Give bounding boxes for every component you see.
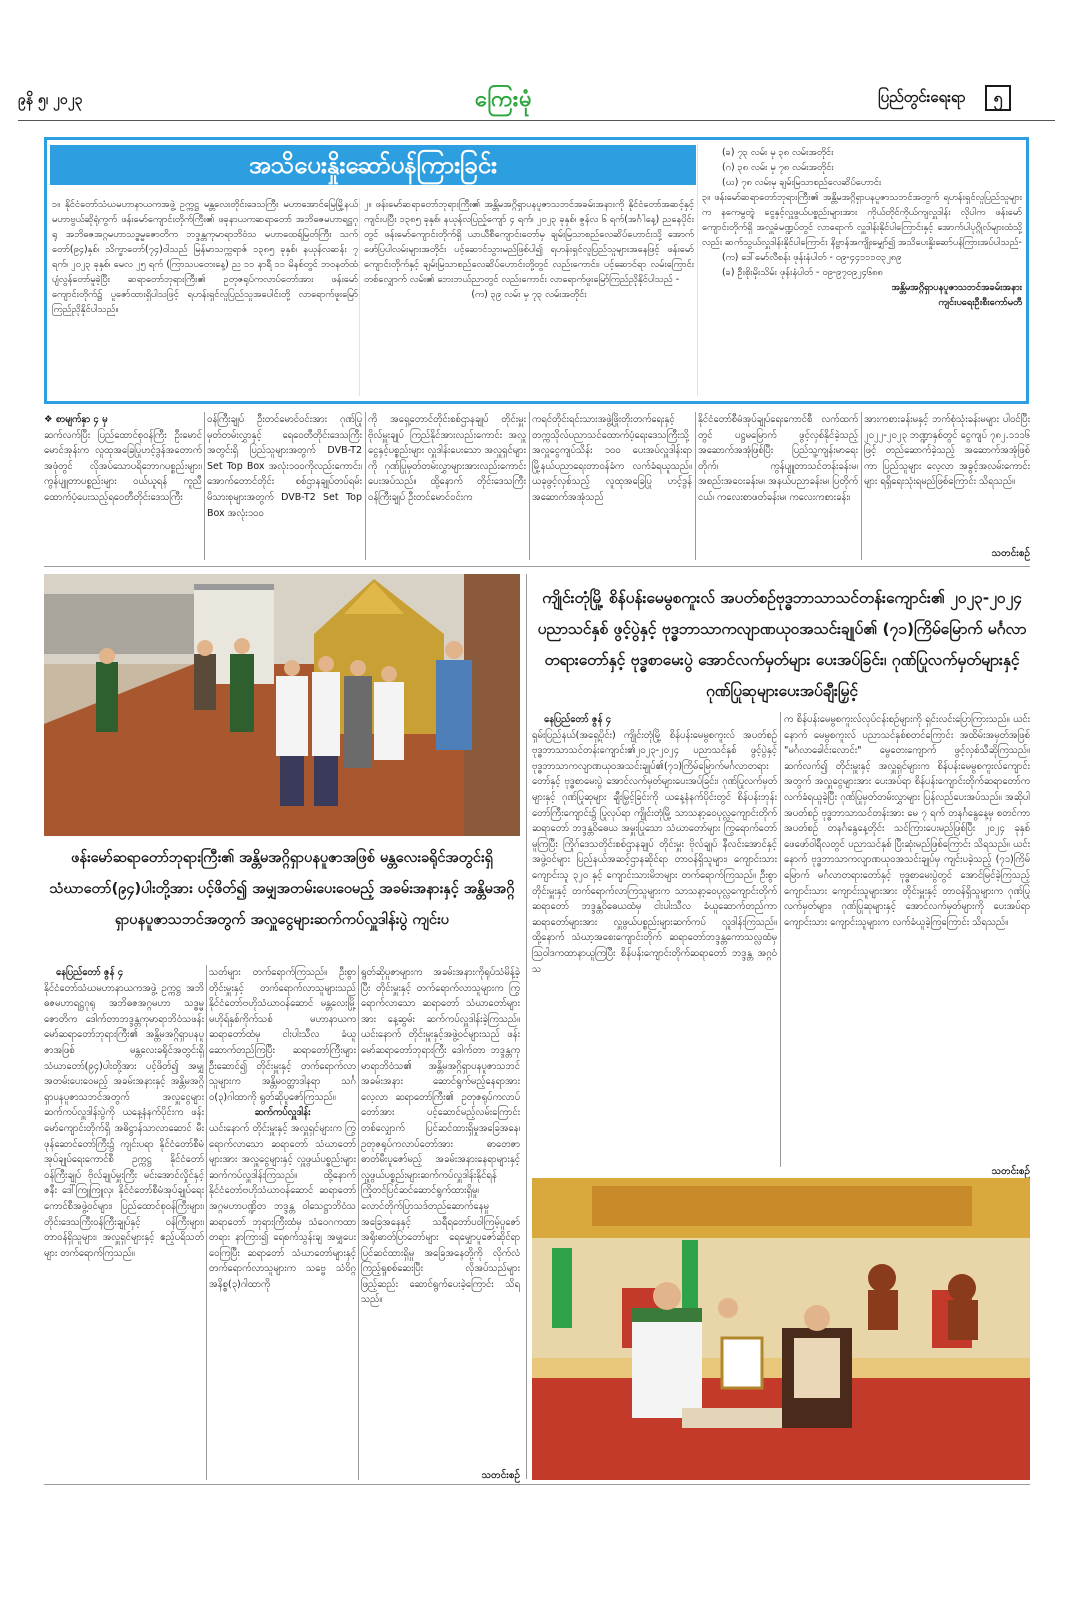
left-story-text-2: သတ်များ တက်ရောက်ကြသည်။ ဦးစွာ တိုင်းမှူးနှင့် တက်ရောက်လာသူများသည် နိုင်ငံတော်ဗဟိုသံဃာဝန်ဆောင် မန္တလေးမြို့ မဟိုရ်နှစ်ကိုက်သစ် မဟာနာယကဆရာတော်ထံမှ ငါးပါးသီလ ခံယူဆောက်တည်ကြပြီး ဆရာတော်ကြီးများ ဦးဆောင်၍ တိုင်းမှူးနှင့် တက်ရောက်လာသူများက အန္တိမဝတ္ထာဒါနရာ သင်္ဂဝ(၃)ဂါထာကို ရွတ်ဆိုပူဇော်ကြသည်။ [209,967,356,1103]
header-date: ၉နိ ၅၊ ၂၀၂၃ [18,92,83,108]
pagoda-inspection-photo [44,574,520,836]
continued-marker: ❖ စာမျက်နှာ ၄ မှ [44,414,108,425]
strip-divider-2 [365,412,366,560]
masthead-logo: ကြေးမုံ [475,86,533,112]
route-item-d: (ဃ) ၇၈ လမ်းမှ ချမ်းမြသာစည်လေဆိပ်ဟောင်း [722,177,882,188]
right-story-headline: ကျိုင်းတုံမြို့ စိန်ပန်းမေမွစကူးလ် အပတ်စဉ်ဗုဒ္ဓဘာသာသင်တန်းကျောင်း၏ ၂၀၂၃-၂၀၂၄ ပညာသင်နှစ် ဖွင့်ပွဲနှင့် ဗုဒ္ဓဘာသာကလျာဏယုဝအသင်းချုပ်၏ (၇၁)ကြိမ်မြောက် မင်္ဂလာတရားတော်နှင့် ဗုဒ္ဓစာမေးပွဲ အောင်လက်မှတ်များ ပေးအပ်ခြင်း၊ ဂုဏ်ပြုလက်မှတ်များနှင့် ဂုဏ်ပြုဆုများပေးအပ်ချီးမြှင့် [537,589,1027,700]
left-story-subhead: ဆက်ကပ်လှူဒါန်း [254,1107,311,1119]
pagoda-photo-illustration [44,574,520,836]
strip-divider-3 [529,412,530,560]
continued-column-1 [44,412,202,562]
notice-paragraph-3: ၃။ ဖန်းမော်ဆရာတော်ဘုရားကြီး၏ အန္တိမအဂ္ဂိရှာပနပူဇာသဘင်အတွက် ရဟန်းရှင်လူပြည်သူများက နကေမွတ္တွဲ ငွေနှင့်လှူဖွယ်ပစ္စည်းများအား ကိုယ်တိုင်ကိုယ်ကျလှူဒါန်း လိုပါက ဖန်းမော်ကျောင်းတိုက်ရှိ အလှူခံမဏ္ဍပ်တွင် လာရောက် လှူဒါန်းနိုင်ပါကြောင်းနှင့် အောက်ပါပုဂ္ဂိုလ်များထံသို့လည်း ဆက်သွယ်လှူဒါန်းနိုင်ပါကြောင်း နိဗ္ဗာန်အကျိုးမျှော်၍ အသိပေးနှိုးဆော်ပန်ကြားအပ်ပါသည်- [702,192,1022,248]
notice-signoff-2: ကျင်းပရေးဦးစီးကော်မတီ [938,297,1022,308]
notice-title: အသိပေးနှိုးဆော်ပန်ကြားခြင်း [50,145,696,185]
strip-divider-4 [695,412,696,560]
notice-column-3 [702,145,1022,397]
notice-divider-1 [359,198,360,396]
continued-column-6 [864,412,1030,547]
contact-1: (က) ဒေါ်မော်လီစန်း ဖုန်းနံပါတ် - ၀၉-၄၄၁၁၁၀၃၂၈၉ [722,252,902,263]
page-number: ၅ [985,85,1011,111]
footer-rule [44,1484,1030,1485]
continued-text-4: ကရင်တိုင်းရင်းသားအဖွဲ့ဖြိုးတိုးတက်ရေးနှင့် တက္ကသိုလ်ပညာသင်ထောက်ပံ့ရေးဒေသကြီးသို့ အလှူငွေကျပ်သိန်း ၁၀၀ ပေးအပ်လှူဒါန်းရာ မြို့နယ်ပညာရေးတာဝန်ခံက လက်ခံရယူသည်။ ယခုဖွင့်လှစ်သည့် လူထုအခြေပြု ဟင့်ဒွန် အဆောက်အအုံသည် [532,414,692,503]
notice-column-2 [364,197,694,397]
right-story-text-1: ရှမ်းပြည်နယ်(အရှေ့ပိုင်း) ကျိုင်းတုံမြို့ စိန်ပန်းမေမွစကူးလ် အပတ်စဉ်ဗုဒ္ဓဘာသာသင်တန်းကျောင်း၏၂၀၂၃-၂၀၂၄ ပညာသင်နှစ် ဖွင့်ပွဲနှင့် ဗုဒ္ဓဘာသာကလျာဏယုဝအသင်းချုပ်၏(၇၁)ကြိမ်မြောက်မင်္ဂလာတရားတော်နှင့် ဗုဒ္ဓစာမေးပွဲ အောင်လက်မှတ်များပေးအပ်ခြင်း၊ ဂုဏ်ပြုလက်မှတ်များနှင့် ဂုဏ်ပြုဆုများ ချီးမြှင့်ခြင်းကို ယနေ့နံနက်ပိုင်းတွင် စိန်ပန်းဘုန်းတော်ကြီးကျောင်း၌ ပြုလုပ်ရာ ကျိုင်းတုံမြို့ သာသနာ့ဝေပုလ္လကျောင်းတိုက် ဆရာတော် ဘဒ္ဒန္တဝိဓေယ အမှူးပြုသော သံဃာတော်များ ကြွရောက်တော်မူကြပြီး ကြိုဂ်ဒေသတိုင်းစစ်ဌာနချုပ် တိုင်းမှူး ဗိုလ်ချုပ် နီလင်းအောင်နှင့် အဖွဲ့ဝင်များ ပြည်နယ်အဆင့်ဌာနဆိုင်ရာ တာဝန်ရှိသူများ၊ ကျောင်းသားကျောင်းသူ ၃၂၀ နှင့် ကျောင်းသားမိဘများ တက်ရောက်ကြသည်။ ဦးစွာ တိုင်းမှူးနှင့် တက်ရောက်လာကြသူများက သာသနာ့ဝေပုလ္လကျောင်းတိုက် ဆရာတော် ဘဒ္ဒန္တဝိဓေယထံမှ ငါးပါးသီလ ခံယူဆောက်တည်ကာ ဆရာတော်များအား လှူဖွယ်ပစ္စည်းများဆက်ကပ် လှူဒါန်းကြသည်။ ထို့နောက် သံဃာ့အစေးကျောင်းတိုက် ဆရာတော်ဘဒ္ဒန္တကောသလ္လထံမှဩဝါဒကထာနာယူကြပြီး စိန်ပန်းကျောင်းတိုက်ဆရာတော် ဘဒ္ဒန္တ အဂ္ဂဝံသ [532,729,777,975]
continued-byline: သတင်းစဉ် [991,548,1030,559]
continued-text-1: ဆက်လက်ပြီး ပြည်ထောင်စုဝန်ကြီး ဦးမောင်မောင်အုန်းက လူထုအခြေပြုဟင့်ဒွန်အတောက်အဖုံတွင် လိုအပ်သောပရိဘောဂပစ္စည်းများ၊ ကွန်ပျူတာပစ္စည်းများ ဝယ်ယူရန် ကူညီထောက်ပံ့ပေးသည့်ရဝေတီတိုင်းဒေသကြီး [44,429,202,503]
right-story-column-1 [532,712,777,1170]
strip-divider-1 [204,412,205,560]
left-story-text-3: ရွတ်ဆိုပူဇာများက အခမ်းအနားကိုရုပ်သံမိန့်ခဲ့ပြီး တိုင်းမှူးနှင့် တက်ရောက်လာသူများက ကြွရောက်လာသော ဆရာတော် သံဃာတော်များအား နေ့ဆွမ်း ဆက်ကပ်လှူဒါန်းခဲ့ကြသည်။ ယင်းနောက် တိုင်းမှူးနှင့်အဖွဲ့ဝင်များသည် ဖန်းမော်ဆရာတော်ဘုရားကြီး ဒေါက်တာ ဘဒ္ဒန္တကုမာရာဘိဝံသ၏ အန္တိမအဂ္ဂိရှာပနပူဇာသဘင် အခမ်းအနား ဆောင်ရွက်မည့်နေရာအား လေ့လာ ဆရာတော်ကြီး၏ ဥတုဇရုပ်ကလာပ်တော်အား ပင့်ဆောင်မည့်လမ်းကြောင်း တစ်လျှောက် ပြင်ဆင်ထားရှိမှုအခြေအနေ၊ ဥတုဇရုပ်ကလာပ်တော်အား ဓာတေဇာဓာတ်မီးပူဇော်မည့် အခမ်းအနားနေရာများနှင့် လှူဖွယ်ပစ္စည်းများဆက်ကပ်လှူဒါန်းနိုင်ရန် ကြိုတင်ပြင်ဆင်ဆောင်ရွက်ထားရှိမှု၊ လောင်တိုက်ပြာသဒ်တည်ဆောက်နေမှုအခြေအနေနှင့် သရီရတော်ပဝါကြမ့်ပူဇော် အရိုးဓာတ်ပြာတော်များ ရေမျှောပူဇော်ဆိုင်ရာ ပြင်ဆင်ထားရှိမှု အခြေအနေတို့ကို လိုက်လံ ကြည့်ရှုစစ်ဆေးပြီး လိုအပ်သည်များ ဖြည့်ဆည်း ဆောင်ရွက်ပေးခဲ့ကြောင်း သိရသည်။ [361,967,520,1306]
left-story-divider-1 [206,965,207,1480]
header-rule [18,120,1055,121]
right-story-byline: သတင်းစဉ် [991,1166,1030,1177]
strip-bottom-rule [44,566,1030,567]
strip-divider-5 [861,412,862,560]
contact-2: (ခ) ဦးစိုးမိုးသိမ်း ဖုန်းနံပါတ် - ၀၉-၉၇၀၉၂၄၆၈၈ [722,267,883,278]
left-story-text-2b: ယင်းနောက် တိုင်းမှူးနှင့် အလှူရှင်များက ကြွရောက်လာသော ဆရာတော် သံဃာတော်များအား အလှူငွေများနှင့် လှူဖွယ်ပစ္စည်းများဆက်ကပ်လှူဒါန်းကြသည်။ ထို့နောက် နိုင်ငံတော်ဗဟိုသံဃာဝန်ဆောင် ဆရာတော် အဂ္ဂမဟာပဏ္ဍိတ ဘဒ္ဒန္တ ဝါသေဋ္ဌာဘိဝံသ ဆရာတော် ဘုရားကြီးထံမှ သံဝေဂကထာတရား နာကြား၍ ရေစက်သွန်းချ အမျှပေးဝေကြပြီး ဆရာတော် သံဃာတော်များနှင့် တက်ရောက်လာသူများက သဗ္ဗေ သံဝိဂ္ဂ အနိစ္စ(၃)ဂါထာကို [209,1122,356,1290]
continued-column-4 [532,412,692,562]
notice-paragraph-2: ၂။ ဖန်းမော်ဆရာတော်ဘုရားကြီး၏ အန္တိမအဂ္ဂိရှာပနပူဇာသဘင်အခမ်းအနားကို နိုင်ငံတော်အဆင့်နှင့်ကျင်းပပြီး ၁၃၈၅ ခုနှစ်၊ နယုန်လပြည့်ကျော် ၄ ရက်၊ ၂၀၂၃ ခုနှစ်၊ ဇွန်လ ၆ ရက်(အင်္ဂါနေ့) ညနေပိုင်းတွင် ဖန်းမော်ကျောင်းတိုက်ရှိ ယာယီစီကျောင်းတော်မှ ချမ်းမြသာစည်လေဆိပ်ဟောင်းသို့ အောက်ဖော်ပြပါလမ်းများအတိုင်း ပင့်ဆောင်သွားမည်ဖြစ်ပါ၍ ရဟန်းရှင်လူပြည်သူများအနေဖြင့် ဖန်းမော်ကျောင်းတိုက်နှင့် ချမ်းမြသာစည်လေဆိပ်ဟောင်းတို့တွင် လည်းကောင်း၊ ပင့်ဆောင်ရာ လမ်းကြောင်းတစ်လျှောက် လမ်း၏ ဘေးဘယ်ညာတွင် လည်းကောင်း လာရောက်ဖူးမြော်ကြည်ညိုနိုင်ပါသည် - [364,199,694,285]
page-center-divider [526,574,527,1479]
left-story-dateline: နေပြည်တော် ဇွန် ၄ [56,967,124,978]
left-story-headline: ဖန်းမော်ဆရာတော်ဘုရားကြီး၏ အန္တိမအဂ္ဂိရှာပနပူဇာအဖြစ် မန္တလေးခရိုင်အတွင်းရှိ သံဃာတော်(၉၄)ပါးတို့အား ပင့်ဖိတ်၍ အမျှအတမ်းပေးဝေမည့် အခမ်းအနားနှင့် အန္တိမအဂ္ဂိရှာပနပူဇာသဘင်အတွက် အလှူငွေများဆက်ကပ်လှူဒါန်းပွဲ ကျင်းပ [49,850,515,928]
left-story-column-1 [44,965,204,1480]
ceremony-photo [532,1178,1030,1480]
notice-divider-2 [697,144,698,396]
left-story-column-2 [209,965,356,1480]
notice-signoff-1: အန္တိမအဂ္ဂိရှာပနပူဇာသဘင်အခမ်းအနား [891,282,1022,293]
continued-text-6: အားကစားခန်းမနှင့် ဘက်စုံသုံးခန်းမများ ပါဝင်ပြီး ၂၀၂၂-၂၀၂၃ ဘဏ္ဍာနှစ်တွင် ငွေကျပ် ၇၈၂.၁၁၁၆ ဖြင့် တည်ဆောက်ခဲ့သည့် အဆောက်အအုံဖြစ်ကာ ပြည်သူများ လေ့လာ အခွင့်အလမ်းကောင်းများ ရရှိရေးသုံးရမည်ဖြစ်ကြောင်း သိရသည်။ [864,414,1030,488]
left-story-text-1: နိုင်ငံတော်သံဃမဟာနာယကအဖွဲ့ ဥက္ကဋ္ဌ အဘိဓဇမဟာရဋ္ဌဂုရု အဘိဓဇအဂ္ဂမဟာ သဒ္ဓမ္မဇောတိက ဒေါက်တာဘဒ္ဒန္တကုမာရာဘိဝံသဖန်းမော်ဆရာတော်ဘုရားကြီး၏ အန္တိမအဂ္ဂိရှာပနပူဇာအဖြစ် မန္တလေးခရိုင်အတွင်းရှိ သံဃာတော်(၉၄)ပါးတို့အား ပင့်ဖိတ်၍ အမျှအတမ်းပေးဝေမည့် အခမ်းအနားနှင့် အန္တိမအဂ္ဂိရှာပနပူဇာသဘင်အတွက် အလှူငွေများ ဆက်ကပ်လှူဒါန်းပွဲကို ယနေ့နံနက်ပိုင်းက ဖန်းမော်ကျောင်းတိုက်ရှိ အဓိဋ္ဌာန်သာလာဆောင် မီးဖုန်ဆောင်တော်ကြီး၌ ကျင်းပရာ နိုင်ငံတော်စီမံအုပ်ချုပ်ရေးကောင်စီ ဥက္ကဋ္ဌ နိုင်ငံတော်ဝန်ကြီးချုပ် ဗိုလ်ချုပ်မှူးကြီး မင်းအောင်လှိုင်နှင့်ဇနီး ဒေါ်ကြူကြူလှ၊ နိုင်ငံတော်စီမံအုပ်ချုပ်ရေးကောင်စီအဖွဲ့ဝင်များ၊ ပြည်ထောင်စုဝန်ကြီးများ၊ တိုင်းဒေသကြီးဝန်ကြီးချုပ်နှင့် ဝန်ကြီးများ၊ တာဝန်ရှိသူများ၊ အလှူရှင်များနှင့် ဧည့်ပရိသတ်များ တက်ရောက်ကြသည်။ [44,982,204,1259]
continued-text-2: ဝန်ကြီးချုပ် ဦးတင်မောင်ဝင်းအား ဂုဏ်ပြုမှတ်တမ်းလွှာနှင့် ရေဝေတီတိုင်းဒေသကြီးအတွင်းရှိ ပြည်သူများအတွက် DVB-T2 Set Top Box အလုံး၁၀၀ကိုလည်းကောင်း၊ အောက်တောင်တိုင်း စစ်ဌာနချုပ်တပ်ရမ်းမိသားစုများအတွက် DVB-T2 Set Top Box အလုံး၁၀၀ [207,414,362,519]
right-story-divider [780,712,781,1167]
right-story-text-2: က စိန်ပန်းမေမွစကူးလ်လုပ်ငန်းစဉ်များကို ရှင်းလင်းပြောကြားသည်။ ယင်းနောက် မေမွစကူးလ် ပညာသင်နှစ်စတင်ကြောင်း အထိမ်းအမှတ်အဖြစ် "မင်္ဂလာခေါင်းလောင်း" မွေတေးကျောက် ဖွင့်လှစ်သီဆိုကြသည်။ ဆက်လက်၍ တိုင်းမှူးနှင့် အလှူရှင်များက စိန်ပန်းမေမွစကူးလ်ကျောင်းအတွက် အလှူငွေများအား ပေးအပ်ရာ စိန်ပန်းကျောင်းတိုက်ဆရာတော်က လက်ခံရယူခဲ့ပြီး ဂုဏ်ပြုမှတ်တမ်းလွှာများ ပြန်လည်ပေးအပ်သည်။ အဆိုပါ အပတ်စဉ် ဗုဒ္ဓဘာသာသင်တန်းအား မေ ၇ ရက် တနင်္ဂနွေနေ့မှ စတင်ကာ အပတ်စဉ် တနင်္ဂနွေနေ့တိုင်း သင်ကြားပေးမည်ဖြစ်ပြီး ၂၀၂၄ ခုနှစ် ဖေဖော်ဝါရီလတွင် ပညာသင်နှစ် ပြီးဆုံးမည်ဖြစ်ကြောင်း သိရသည်။ ယင်းနောက် ဗုဒ္ဓဘာသာကလျာဏယုဝအသင်းချုပ်မှ ကျင်းပခဲ့သည့် (၇၁)ကြိမ်မြောက် မင်္ဂလာတရားတော်နှင့် ဗုဒ္ဓစာမေးပွဲတွင် အောင်မြင်ခဲ့ကြသည့် ကျောင်းသား ကျောင်းသူများအား တိုင်းမှူးနှင့် တာဝန်ရှိသူများက ဂုဏ်ပြုလက်မှတ်များ၊ ဂုဏ်ပြုဆုများနှင့် အောင်လက်မှတ်များကို ပေးအပ်ရာ ကျောင်းသား ကျောင်းသူများက လက်ခံယူခဲ့ကြကြောင်း သိရသည်။ [784,714,1030,928]
left-story-divider-2 [358,965,359,1480]
continued-column-3 [368,412,526,562]
notice-paragraph-1: ၁။ နိုင်ငံတော်သံဃမဟာနာယကအဖွဲ့ ဥက္ကဋ္ဌ မန္တလေးတိုင်းဒေသကြီး မဟာအောင်မြေမြို့နယ် မဟာဗွယ်ဆိုရုံကွက် ဖန်းမော်ကျောင်းတိုက်ကြီး၏ ဖခုနာယကဆရာတော် အဘိဓဇမဟာရဋ္ဌဂုရု အဘိဓဇအဂ္ဂမဟာသဒ္ဓမ္မဇောတိက ဘဒ္ဒန္တကုမာရာဘိဝံသ မဟာထေရ်မြတ်ကြီး သက်တော်(၉၄)နှစ်၊ သိက္ခာတော်(၇၄)ဝါသည် မြန်မာသက္ကရာဇ် ၁၃၈၅ ခုနှစ်၊ နယုန်လဆန်း ၇ ရက်၊ ၂၀၂၃ ခုနှစ်၊ မေလ ၂၅ ရက် (ကြာသပတေးနေ့) ည ၁၁ နာရီ ၁၁ မိနစ်တွင် ဘဝနတ်ထံပျံလွန်တော်မူခဲ့ပြီး ဆရာတော်ဘုရားကြီး၏ ဥတုဇရုပ်ကလာပ်တော်အား ဖန်းမော်ကျောင်းတိုက်၌ ပူဇော်ထားရှိပါသဖြင့် ရဟန်းရှင်လူပြည်သူအပေါင်းတို့ လာရောက်ဖူးမြော်ကြည်ညိုနိုင်ပါသည်။ [52,199,358,315]
route-item-c: (ဂ) ၃၈ လမ်း မှ ၇၈ လမ်းအတိုင်း [722,162,834,173]
right-story-column-2 [784,712,1030,1162]
continued-text-3: ကို အရှေ့တောင်တိုင်းစစ်ဌာနချုပ် တိုင်းမှူးဗိုလ်မှူးချုပ် ကြည်နိုင်အားလည်းကောင်း အလှူငွေနှင့်ပစ္စည်းများ လှူဒါန်းပေးသော အလှူရှင်များကို ဂုဏ်ပြုမှတ်တမ်းလွှာများအားလည်းကောင်း ပေးအပ်သည်။ ထို့နောက် တိုင်းဒေသကြီးဝန်ကြီးချုပ် ဦးတင်မောင်ဝင်းက [368,414,526,503]
left-story-column-3 [361,965,520,1465]
route-item-a: (က) ၃၉ လမ်း မှ ၇၃ လမ်းအတိုင်း [471,289,587,300]
section-label: ပြည်တွင်းရေးရာ [878,88,966,106]
continued-text-5: နိုင်ငံတော်စီမံအုပ်ချုပ်ရေးကောင်စီ လက်ထက်တွင် ပဋ္ဌမမြောက် ဖွင့်လှစ်နိုင်ခဲ့သည့် အဆောက်အအုံဖြစ်ပြီး ပြည်သူ့ကျန်းမာရေးတိုက်၊ ကွန်ပျူတာသင်တန်းခန်းမ၊ အစည်းအဝေးခန်းမ၊ အနယ်ပညာခန်းမ၊ ပြတိုက်ငယ်၊ ကလေးစာဖတ်ခန်းမ၊ ကလေးကစားခန်း၊ [698,414,858,503]
route-item-b: (ခ) ၇၃ လမ်း မှ ၃၈ လမ်းအတိုင်း [722,147,834,158]
right-story-dateline: နေပြည်တော် ဇွန် ၄ [544,714,612,725]
continued-column-2 [207,412,362,562]
left-story-byline: သတင်းစဉ် [481,1470,520,1481]
continued-column-5 [698,412,858,562]
ceremony-photo-illustration [532,1178,1030,1480]
notice-column-1 [52,197,358,397]
